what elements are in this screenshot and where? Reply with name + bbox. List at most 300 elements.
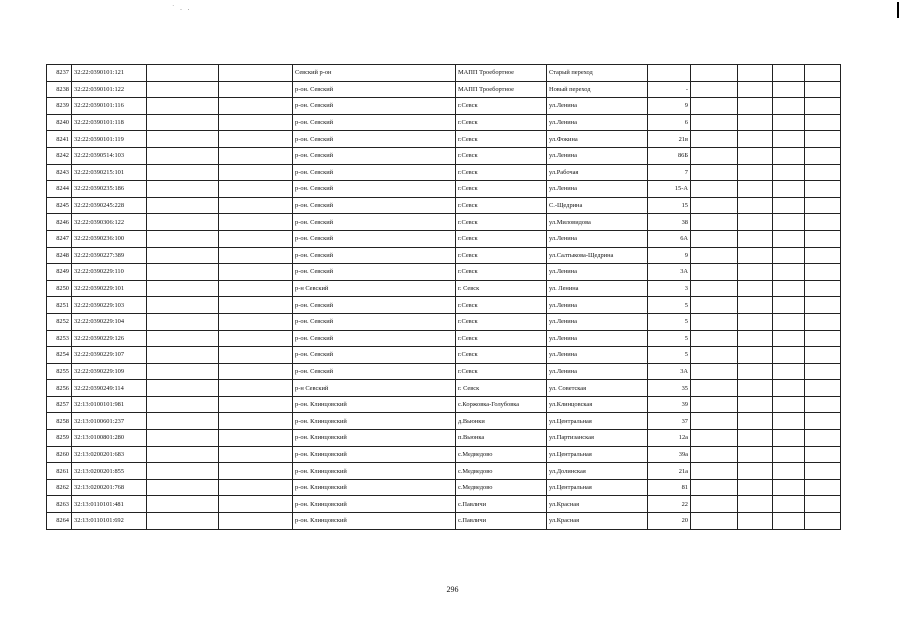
locality-cell: г.Севск [456, 114, 547, 131]
cadastral-number-cell: 32:13:0110101:692 [72, 513, 147, 530]
locality-cell: г.Севск [456, 347, 547, 364]
house-number-cell: 3 [648, 280, 691, 297]
house-number-cell: 22 [648, 496, 691, 513]
row-number-cell: 8253 [47, 330, 72, 347]
empty-cell [147, 446, 219, 463]
table-row [47, 297, 841, 314]
empty-cell [805, 98, 841, 115]
empty-cell [691, 496, 738, 513]
cadastral-number-cell: 32:13:0200201:855 [72, 463, 147, 480]
empty-cell [147, 363, 219, 380]
district-cell: р-он. Клинцовский [293, 496, 456, 513]
table-row [47, 114, 841, 131]
empty-cell [219, 164, 293, 181]
empty-cell [219, 479, 293, 496]
empty-cell [219, 430, 293, 447]
empty-cell [738, 65, 773, 82]
empty-cell [805, 313, 841, 330]
row-number-cell: 8261 [47, 463, 72, 480]
locality-cell: г.Севск [456, 264, 547, 281]
empty-cell [219, 380, 293, 397]
row-number-cell: 8238 [47, 81, 72, 98]
empty-cell [738, 181, 773, 198]
empty-cell [147, 463, 219, 480]
empty-cell [738, 430, 773, 447]
district-cell: р-он. Севский [293, 131, 456, 148]
house-number-cell: 39 [648, 396, 691, 413]
street-cell: ул.Красная [547, 496, 648, 513]
empty-cell [147, 513, 219, 530]
empty-cell [773, 496, 805, 513]
street-cell: ул.Рабочая [547, 164, 648, 181]
row-number-cell: 8242 [47, 147, 72, 164]
empty-cell [805, 330, 841, 347]
locality-cell: г.Севск [456, 330, 547, 347]
table-row [47, 413, 841, 430]
empty-cell [219, 413, 293, 430]
table-row [47, 463, 841, 480]
street-cell: ул.Центральная [547, 479, 648, 496]
row-number-cell: 8240 [47, 114, 72, 131]
locality-cell: с.Медведово [456, 463, 547, 480]
empty-cell [691, 430, 738, 447]
cadastral-number-cell: 32:13:0200201:683 [72, 446, 147, 463]
row-number-cell: 8251 [47, 297, 72, 314]
locality-cell: г.Севск [456, 363, 547, 380]
empty-cell [691, 147, 738, 164]
row-number-cell: 8260 [47, 446, 72, 463]
empty-cell [691, 114, 738, 131]
empty-cell [219, 181, 293, 198]
empty-cell [773, 65, 805, 82]
empty-cell [805, 463, 841, 480]
street-cell: ул.Ленина [547, 330, 648, 347]
row-number-cell: 8250 [47, 280, 72, 297]
street-cell: ул.Ленина [547, 230, 648, 247]
empty-cell [691, 247, 738, 264]
empty-cell [219, 81, 293, 98]
row-number-cell: 8255 [47, 363, 72, 380]
empty-cell [773, 380, 805, 397]
row-number-cell: 8254 [47, 347, 72, 364]
empty-cell [219, 214, 293, 231]
table-row [47, 330, 841, 347]
table-row [47, 396, 841, 413]
house-number-cell: 15 [648, 197, 691, 214]
empty-cell [773, 114, 805, 131]
street-cell: ул.Красная [547, 513, 648, 530]
cadastral-number-cell: 32:22:0390236:100 [72, 230, 147, 247]
empty-cell [805, 297, 841, 314]
locality-cell: с.Медведово [456, 479, 547, 496]
table-row [47, 81, 841, 98]
empty-cell [691, 347, 738, 364]
empty-cell [805, 230, 841, 247]
cadastral-number-cell: 32:13:0100801:280 [72, 430, 147, 447]
empty-cell [691, 446, 738, 463]
table-row [47, 247, 841, 264]
district-cell: р-он. Севский [293, 363, 456, 380]
table-row [47, 181, 841, 198]
cadastral-number-cell: 32:22:0390249:114 [72, 380, 147, 397]
street-cell: ул.Ленина [547, 347, 648, 364]
empty-cell [147, 65, 219, 82]
cadastral-number-cell: 32:22:0390101:121 [72, 65, 147, 82]
empty-cell [805, 496, 841, 513]
house-number-cell: 35 [648, 380, 691, 397]
row-number-cell: 8257 [47, 396, 72, 413]
empty-cell [738, 264, 773, 281]
locality-cell: г.Севск [456, 131, 547, 148]
empty-cell [805, 396, 841, 413]
district-cell: р-он. Севский [293, 313, 456, 330]
house-number-cell: 9 [648, 98, 691, 115]
empty-cell [738, 297, 773, 314]
empty-cell [773, 297, 805, 314]
district-cell: р-он. Севский [293, 330, 456, 347]
table-row [47, 65, 841, 82]
empty-cell [147, 98, 219, 115]
row-number-cell: 8264 [47, 513, 72, 530]
house-number-cell [648, 65, 691, 82]
empty-cell [738, 363, 773, 380]
empty-cell [691, 396, 738, 413]
district-cell: р-он. Клинцовский [293, 396, 456, 413]
empty-cell [147, 380, 219, 397]
empty-cell [738, 131, 773, 148]
table-row [47, 446, 841, 463]
cadastral-number-cell: 32:22:0390245:228 [72, 197, 147, 214]
house-number-cell: 6 [648, 114, 691, 131]
street-cell: ул.Ленина [547, 264, 648, 281]
empty-cell [219, 131, 293, 148]
empty-cell [805, 181, 841, 198]
district-cell: р-он. Севский [293, 264, 456, 281]
empty-cell [805, 164, 841, 181]
empty-cell [691, 164, 738, 181]
district-cell: р-он. Севский [293, 98, 456, 115]
district-cell: р-он. Клинцовский [293, 479, 456, 496]
table-row [47, 347, 841, 364]
empty-cell [147, 247, 219, 264]
table-row [47, 131, 841, 148]
district-cell: р-он. Клинцовский [293, 430, 456, 447]
empty-cell [147, 330, 219, 347]
district-cell: р-он. Севский [293, 197, 456, 214]
empty-cell [147, 396, 219, 413]
empty-cell [773, 81, 805, 98]
registry-table [46, 64, 841, 530]
street-cell: С.-Щедрина [547, 197, 648, 214]
street-cell: ул.Клинцовская [547, 396, 648, 413]
street-cell: ул.Ленина [547, 98, 648, 115]
cadastral-number-cell: 32:13:0100101:981 [72, 396, 147, 413]
empty-cell [773, 280, 805, 297]
house-number-cell: 7 [648, 164, 691, 181]
locality-cell: с.Медведово [456, 446, 547, 463]
row-number-cell: 8262 [47, 479, 72, 496]
cadastral-number-cell: 32:22:0390229:126 [72, 330, 147, 347]
empty-cell [773, 413, 805, 430]
house-number-cell: 5 [648, 313, 691, 330]
empty-cell [147, 114, 219, 131]
empty-cell [805, 446, 841, 463]
locality-cell: с.Коржовка-Голубовка [456, 396, 547, 413]
empty-cell [691, 65, 738, 82]
row-number-cell: 8239 [47, 98, 72, 115]
empty-cell [773, 214, 805, 231]
house-number-cell: 21в [648, 131, 691, 148]
house-number-cell: 3А [648, 264, 691, 281]
empty-cell [219, 114, 293, 131]
cadastral-number-cell: 32:22:0390514:103 [72, 147, 147, 164]
street-cell: ул.Ленина [547, 181, 648, 198]
table-row [47, 496, 841, 513]
locality-cell: д.Вьюнки [456, 413, 547, 430]
locality-cell: с.Павличи [456, 496, 547, 513]
cadastral-number-cell: 32:22:0390229:101 [72, 280, 147, 297]
empty-cell [219, 347, 293, 364]
page-edge-mark [897, 2, 899, 18]
table-row [47, 513, 841, 530]
house-number-cell: 37 [648, 413, 691, 430]
row-number-cell: 8246 [47, 214, 72, 231]
empty-cell [147, 413, 219, 430]
empty-cell [147, 181, 219, 198]
cadastral-number-cell: 32:22:0390229:104 [72, 313, 147, 330]
row-number-cell: 8244 [47, 181, 72, 198]
empty-cell [219, 230, 293, 247]
empty-cell [805, 247, 841, 264]
scan-specks: ˙ . . [172, 4, 192, 12]
empty-cell [773, 131, 805, 148]
cadastral-number-cell: 32:22:0390227:389 [72, 247, 147, 264]
district-cell: р-он. Севский [293, 164, 456, 181]
empty-cell [805, 131, 841, 148]
locality-cell: г.Севск [456, 297, 547, 314]
house-number-cell: 5 [648, 297, 691, 314]
table-row [47, 479, 841, 496]
street-cell: ул.Ленина [547, 114, 648, 131]
row-number-cell: 8259 [47, 430, 72, 447]
empty-cell [805, 513, 841, 530]
registry-rows [47, 65, 841, 530]
locality-cell: г.Севск [456, 247, 547, 264]
cadastral-number-cell: 32:22:0390101:119 [72, 131, 147, 148]
table-row [47, 264, 841, 281]
empty-cell [147, 197, 219, 214]
empty-cell [219, 65, 293, 82]
empty-cell [219, 446, 293, 463]
empty-cell [691, 413, 738, 430]
cadastral-number-cell: 32:13:0110101:481 [72, 496, 147, 513]
table-row [47, 363, 841, 380]
table-row [47, 214, 841, 231]
district-cell: р-он. Севский [293, 147, 456, 164]
page-number: 296 [446, 585, 459, 594]
empty-cell [805, 280, 841, 297]
row-number-cell: 8258 [47, 413, 72, 430]
empty-cell [691, 280, 738, 297]
empty-cell [147, 280, 219, 297]
locality-cell: с.Павличи [456, 513, 547, 530]
table-row [47, 380, 841, 397]
empty-cell [773, 347, 805, 364]
empty-cell [738, 280, 773, 297]
empty-cell [691, 264, 738, 281]
empty-cell [805, 479, 841, 496]
cadastral-number-cell: 32:13:0200201:768 [72, 479, 147, 496]
empty-cell [773, 181, 805, 198]
street-cell: Старый переход [547, 65, 648, 82]
house-number-cell: 12а [648, 430, 691, 447]
district-cell: р-он. Клинцовский [293, 446, 456, 463]
empty-cell [219, 513, 293, 530]
empty-cell [805, 380, 841, 397]
district-cell: р-н Севский [293, 280, 456, 297]
empty-cell [738, 496, 773, 513]
street-cell: ул.Фокина [547, 131, 648, 148]
house-number-cell: 5 [648, 330, 691, 347]
empty-cell [738, 446, 773, 463]
cadastral-number-cell: 32:22:0390229:110 [72, 264, 147, 281]
empty-cell [738, 164, 773, 181]
empty-cell [147, 230, 219, 247]
empty-cell [219, 297, 293, 314]
street-cell: ул.Центральная [547, 413, 648, 430]
empty-cell [738, 396, 773, 413]
street-cell: ул.Ленина [547, 313, 648, 330]
empty-cell [147, 81, 219, 98]
empty-cell [219, 147, 293, 164]
empty-cell [738, 313, 773, 330]
empty-cell [738, 147, 773, 164]
empty-cell [805, 65, 841, 82]
empty-cell [147, 313, 219, 330]
row-number-cell: 8256 [47, 380, 72, 397]
locality-cell: г. Севск [456, 380, 547, 397]
table-row [47, 430, 841, 447]
row-number-cell: 8241 [47, 131, 72, 148]
cadastral-number-cell: 32:22:0390235:186 [72, 181, 147, 198]
cadastral-number-cell: 32:22:0390101:116 [72, 98, 147, 115]
row-number-cell: 8237 [47, 65, 72, 82]
table-row [47, 147, 841, 164]
street-cell: ул.Ленина [547, 363, 648, 380]
row-number-cell: 8252 [47, 313, 72, 330]
empty-cell [738, 98, 773, 115]
street-cell: ул.Салтыкова-Щедрина [547, 247, 648, 264]
house-number-cell: 81 [648, 479, 691, 496]
street-cell: ул.Долинская [547, 463, 648, 480]
district-cell: р-н Севский [293, 380, 456, 397]
table-row [47, 280, 841, 297]
street-cell: ул.Ленина [547, 297, 648, 314]
empty-cell [738, 330, 773, 347]
table-row [47, 230, 841, 247]
empty-cell [773, 230, 805, 247]
locality-cell: г.Севск [456, 98, 547, 115]
empty-cell [147, 479, 219, 496]
table-row [47, 164, 841, 181]
cadastral-number-cell: 32:22:0390101:118 [72, 114, 147, 131]
empty-cell [219, 363, 293, 380]
empty-cell [773, 98, 805, 115]
cadastral-number-cell: 32:22:0390215:101 [72, 164, 147, 181]
row-number-cell: 8243 [47, 164, 72, 181]
empty-cell [219, 247, 293, 264]
empty-cell [219, 197, 293, 214]
empty-cell [147, 131, 219, 148]
empty-cell [738, 347, 773, 364]
empty-cell [773, 313, 805, 330]
row-number-cell: 8249 [47, 264, 72, 281]
row-number-cell: 8245 [47, 197, 72, 214]
street-cell: ул.Ленина [547, 147, 648, 164]
house-number-cell: - [648, 81, 691, 98]
empty-cell [691, 463, 738, 480]
empty-cell [219, 313, 293, 330]
district-cell: р-он. Севский [293, 247, 456, 264]
district-cell: р-он. Севский [293, 230, 456, 247]
empty-cell [691, 230, 738, 247]
empty-cell [805, 197, 841, 214]
empty-cell [805, 430, 841, 447]
empty-cell [738, 197, 773, 214]
cadastral-number-cell: 32:22:0390306:122 [72, 214, 147, 231]
empty-cell [773, 513, 805, 530]
table-row [47, 197, 841, 214]
empty-cell [691, 197, 738, 214]
empty-cell [147, 264, 219, 281]
empty-cell [691, 181, 738, 198]
empty-cell [773, 463, 805, 480]
row-number-cell: 8248 [47, 247, 72, 264]
district-cell: р-он. Севский [293, 81, 456, 98]
empty-cell [738, 247, 773, 264]
row-number-cell: 8263 [47, 496, 72, 513]
empty-cell [773, 330, 805, 347]
empty-cell [773, 396, 805, 413]
empty-cell [805, 81, 841, 98]
empty-cell [691, 380, 738, 397]
empty-cell [219, 396, 293, 413]
locality-cell: г. Севск [456, 280, 547, 297]
empty-cell [219, 264, 293, 281]
empty-cell [773, 363, 805, 380]
empty-cell [805, 114, 841, 131]
street-cell: ул.Центральная [547, 446, 648, 463]
empty-cell [738, 114, 773, 131]
house-number-cell: 86Б [648, 147, 691, 164]
district-cell: Севский р-он [293, 65, 456, 82]
empty-cell [691, 98, 738, 115]
empty-cell [147, 147, 219, 164]
empty-cell [773, 147, 805, 164]
locality-cell: г.Севск [456, 313, 547, 330]
empty-cell [738, 214, 773, 231]
house-number-cell: 39а [648, 446, 691, 463]
district-cell: р-он. Клинцовский [293, 413, 456, 430]
empty-cell [147, 164, 219, 181]
street-cell: ул.Партизанская [547, 430, 648, 447]
empty-cell [219, 330, 293, 347]
row-number-cell: 8247 [47, 230, 72, 247]
street-cell: ул.Миловидова [547, 214, 648, 231]
empty-cell [147, 496, 219, 513]
district-cell: р-он. Севский [293, 181, 456, 198]
house-number-cell: 9 [648, 247, 691, 264]
